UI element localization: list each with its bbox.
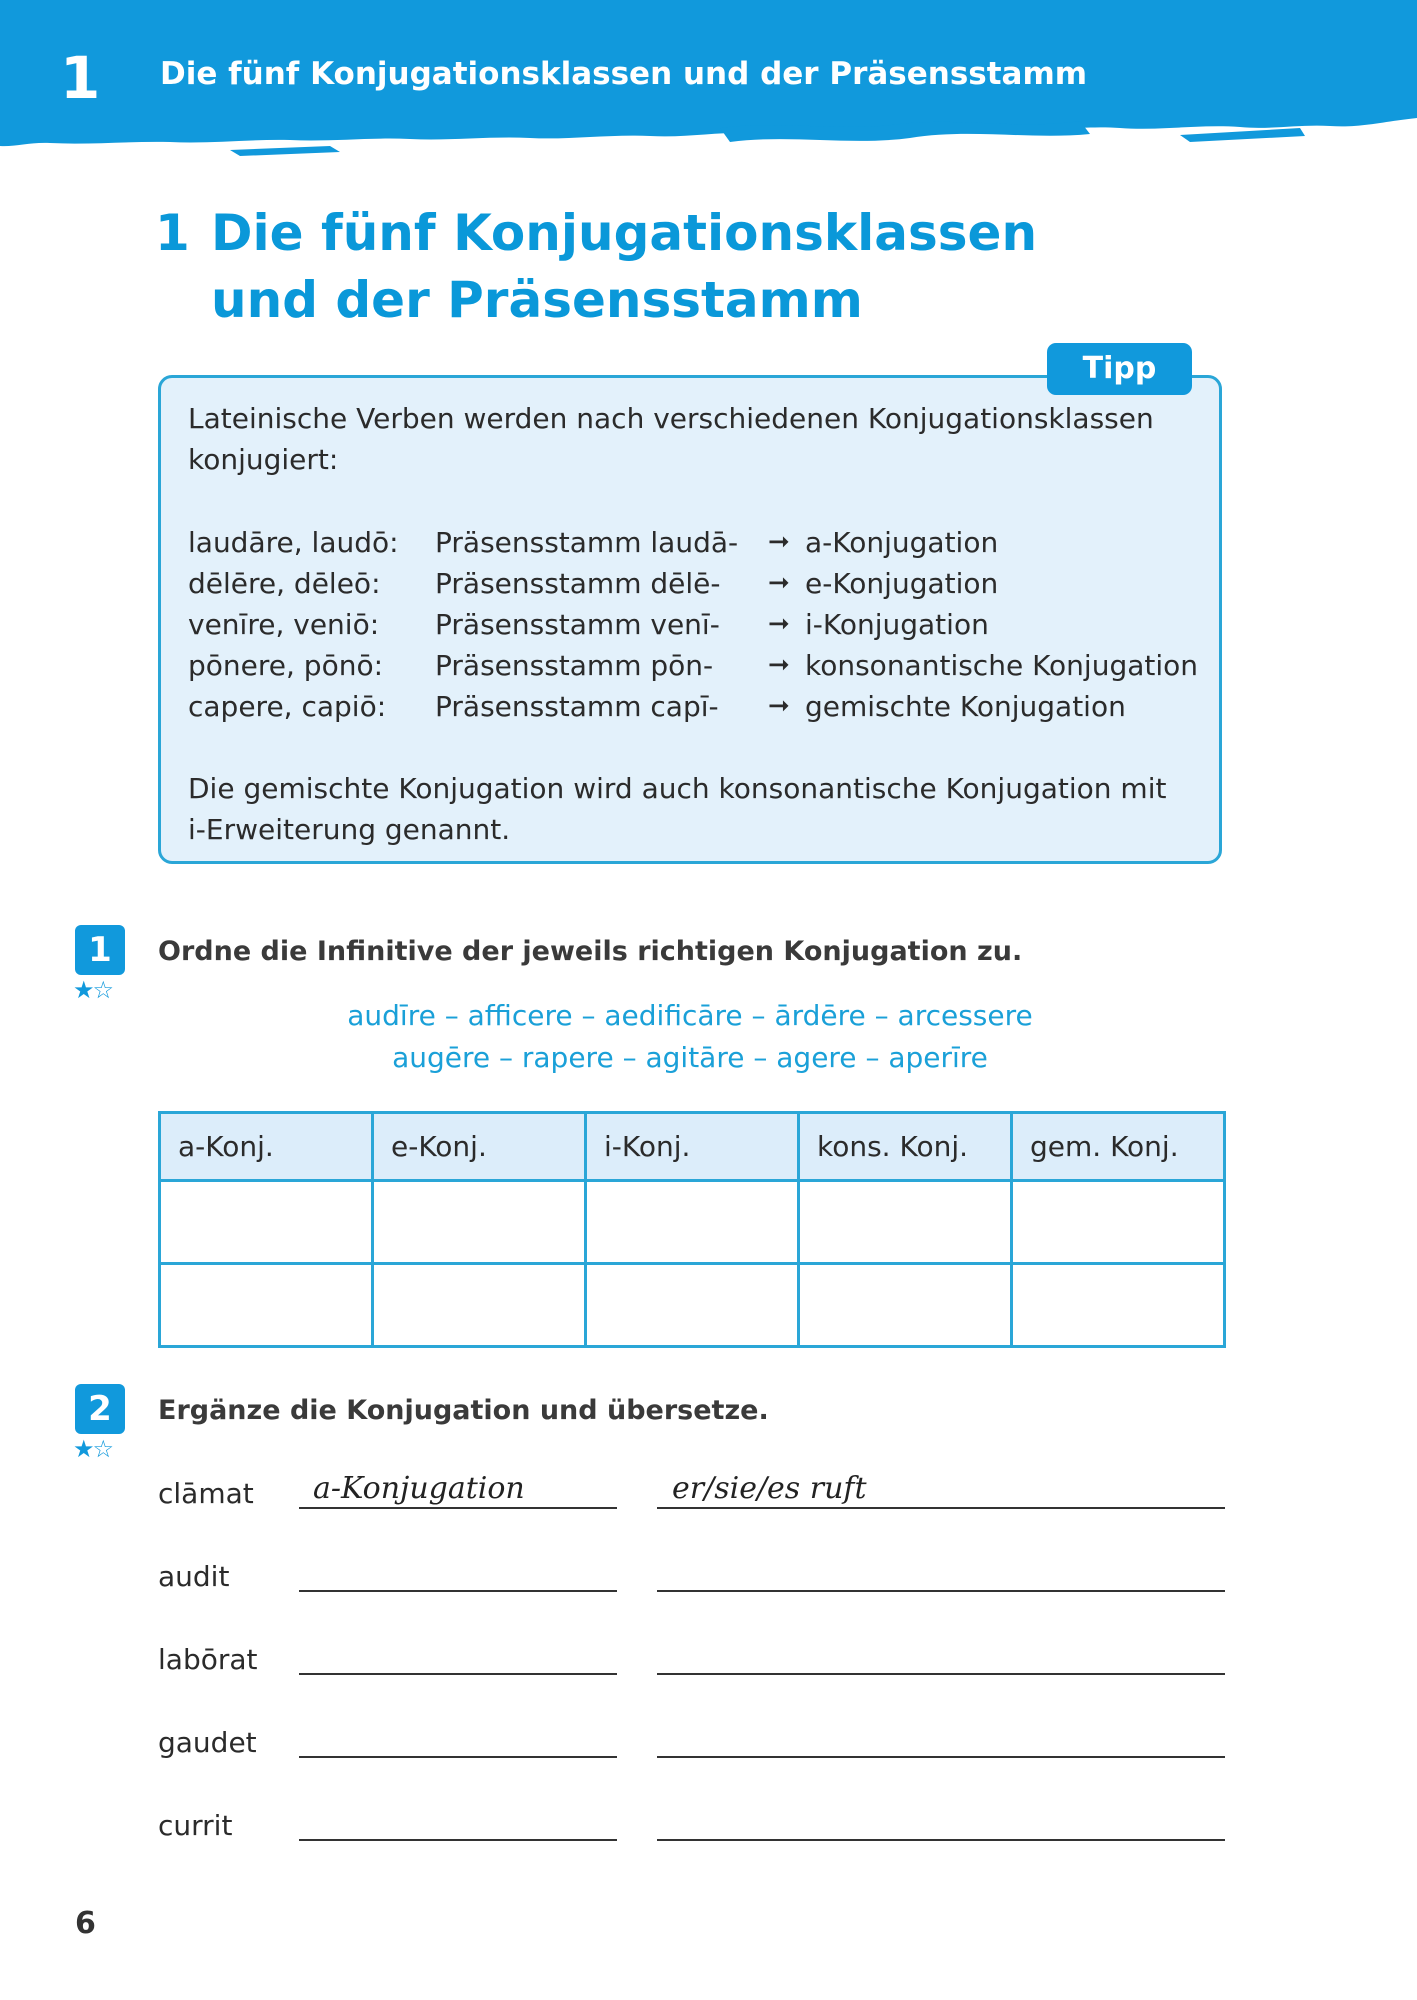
translation-answer-line[interactable] <box>657 1507 1225 1509</box>
conjugation-sort-table <box>158 1111 1226 1348</box>
arrow-right-icon: ➞ <box>768 527 790 557</box>
handwritten-konjugation: a-Konjugation <box>313 1471 525 1506</box>
arrow-right-icon: ➞ <box>768 691 790 721</box>
translation-answer-line[interactable] <box>657 1839 1225 1841</box>
answer-cell[interactable] <box>160 1181 373 1264</box>
conjugation-class: gemischte Konjugation <box>805 690 1126 723</box>
answer-cell[interactable] <box>1012 1181 1225 1264</box>
present-stem: Präsensstamm venī- <box>435 608 720 641</box>
verb-forms: laudāre, laudō: <box>188 526 399 559</box>
exercise-1-number-badge: 1 <box>75 925 125 975</box>
conjugation-class: a-Konjugation <box>805 526 999 559</box>
column-header-e-konj: e-Konj. <box>373 1113 586 1181</box>
chapter-title: Die fünf Konjugationsklassen und der Präsensstamm <box>160 56 1088 92</box>
table-row <box>160 1181 1225 1264</box>
answer-cell[interactable] <box>586 1264 799 1347</box>
answer-cell[interactable] <box>799 1181 1012 1264</box>
conjugation-class: i-Konjugation <box>805 608 989 641</box>
page-title-line-1: Die fünf Konjugationsklassen <box>211 204 1038 262</box>
page-title-line-2: und der Präsensstamm <box>211 271 863 329</box>
answer-cell[interactable] <box>373 1181 586 1264</box>
konjugation-answer-line[interactable] <box>299 1507 617 1509</box>
chapter-header-band <box>0 0 1417 175</box>
column-header-gem-konj: gem. Konj. <box>1012 1113 1225 1181</box>
verb-label-laborat: labōrat <box>158 1643 258 1676</box>
exercise-2-instruction: Ergänze die Konjugation und übersetze. <box>158 1395 769 1426</box>
table-row <box>160 1264 1225 1347</box>
present-stem: Präsensstamm dēlē- <box>435 567 721 600</box>
infinitive-word-pool <box>158 995 1222 1079</box>
conjugation-class: konsonantische Konjugation <box>805 649 1199 682</box>
konjugation-answer-line[interactable] <box>299 1756 617 1758</box>
verb-forms: capere, capiō: <box>188 690 387 723</box>
verb-forms: pōnere, pōnō: <box>188 649 384 682</box>
answer-cell[interactable] <box>799 1264 1012 1347</box>
word-pool-line-2: augēre – rapere – agitāre – agere – aperīre <box>392 1041 988 1074</box>
answer-cell[interactable] <box>586 1181 799 1264</box>
table-header-row <box>160 1113 1225 1181</box>
tipp-label: Tipp <box>1047 343 1192 395</box>
column-header-a-konj: a-Konj. <box>160 1113 373 1181</box>
verb-label-gaudet: gaudet <box>158 1726 257 1759</box>
difficulty-stars-icon: ★☆ <box>73 976 113 1004</box>
arrow-right-icon: ➞ <box>768 609 790 639</box>
verb-forms: venīre, veniō: <box>188 608 380 641</box>
konjugation-answer-line[interactable] <box>299 1673 617 1675</box>
exercise-1-instruction: Ordne die Infinitive der jeweils richtigen Konjugation zu. <box>158 936 1023 967</box>
arrow-right-icon: ➞ <box>768 650 790 680</box>
tipp-intro-text: Lateinische Verben werden nach verschiedenen Konjugationsklassen konjugiert: <box>188 402 1154 476</box>
difficulty-stars-icon: ★☆ <box>73 1435 113 1463</box>
verb-forms: dēlēre, dēleō: <box>188 567 381 600</box>
chapter-number: 1 <box>60 44 101 112</box>
present-stem: Präsensstamm capī- <box>435 690 719 723</box>
translation-answer-line[interactable] <box>657 1673 1225 1675</box>
present-stem: Präsensstamm pōn- <box>435 649 714 682</box>
handwritten-translation: er/sie/es ruft <box>672 1471 867 1506</box>
answer-cell[interactable] <box>160 1264 373 1347</box>
page-number: 6 <box>75 1906 96 1941</box>
conjugation-class: e-Konjugation <box>805 567 999 600</box>
answer-cell[interactable] <box>373 1264 586 1347</box>
word-pool-line-1: audīre – afficere – aedificāre – ārdēre – arcessere <box>347 999 1033 1032</box>
verb-label-clamat: clāmat <box>158 1477 254 1510</box>
translation-answer-line[interactable] <box>657 1756 1225 1758</box>
column-header-i-konj: i-Konj. <box>586 1113 799 1181</box>
konjugation-answer-line[interactable] <box>299 1839 617 1841</box>
present-stem: Präsensstamm laudā- <box>435 526 739 559</box>
verb-label-audit: audit <box>158 1560 230 1593</box>
arrow-right-icon: ➞ <box>768 568 790 598</box>
tipp-box <box>158 375 1222 864</box>
column-header-kons-konj: kons. Konj. <box>799 1113 1012 1181</box>
konjugation-answer-line[interactable] <box>299 1590 617 1592</box>
verb-label-currit: currit <box>158 1809 233 1842</box>
translation-answer-line[interactable] <box>657 1590 1225 1592</box>
tipp-footer-text: Die gemischte Konjugation wird auch konsonantische Konjugation mit i-Erweiterung genannt. <box>188 772 1167 846</box>
answer-cell[interactable] <box>1012 1264 1225 1347</box>
page-title-number: 1 <box>155 204 190 262</box>
exercise-2-number-badge: 2 <box>75 1384 125 1434</box>
